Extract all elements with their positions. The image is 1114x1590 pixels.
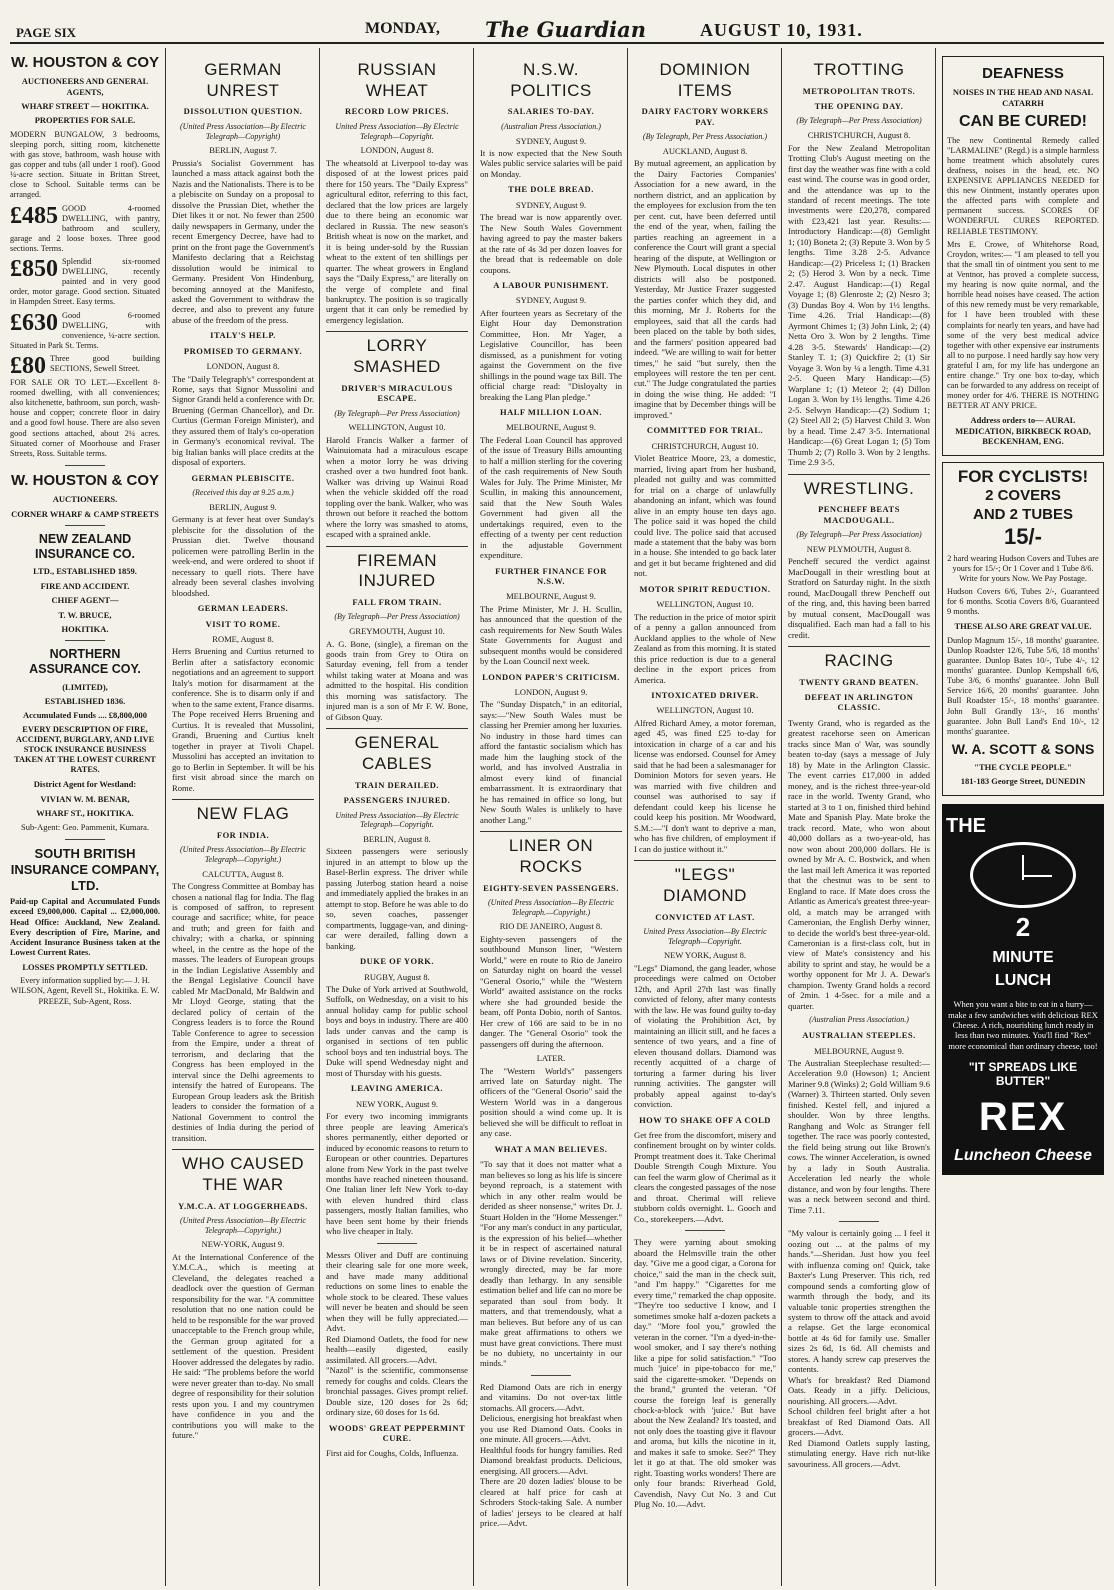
article-text: "To say that it does not matter what a man believes so long as his life is sincere beyond reproach, is a statement with which in any other realm would be derided as sheer nonsense," writes Dr. J. Stuart Holden in the "Home Messenger." "For any man's conduct in any particular, is the expression of his belief—whether it be in respect of ascertained natural laws or of Divine revelation. Sincerity, wrongly directed, may be far more deadly than lethargy. In any sensible estimation belief and life can no more be separated than soul from body. It matters, and that tremendously, what a man believes. But before any of us can make great affirmations to others we must have great convictions. There must be no dubiety, no uncertainty in our minds." (480, 1159, 622, 1369)
dateline: LATER. (536, 1053, 566, 1064)
subheading: PROMISED TO GERMANY. (183, 345, 303, 356)
ad-minute: MINUTE (992, 948, 1054, 966)
ad-title: NORTHERN ASSURANCE COY. (29, 647, 141, 677)
property-description: Splendid six-roomed DWELLING, recently painted and in very good order, motor garage. Good section. Situated in Hampden Street. Easy terms. (10, 257, 160, 307)
ad-line: AND 2 TUBES (972, 505, 1073, 523)
subheading: DISSOLUTION QUESTION. (183, 106, 303, 117)
agent-name: T. W. BRUCE, (58, 609, 112, 620)
column-divider (627, 48, 628, 1586)
dateline: MELBOURNE, August 9. (506, 591, 596, 602)
ad-subtitle: LTD., ESTABLISHED 1859. (33, 566, 137, 577)
advertisement-text: First aid for Coughs, Colds, Influenza. (326, 1448, 459, 1459)
column-world-news (326, 50, 468, 1585)
divider (65, 640, 105, 641)
article-text: Herrs Bruening and Curtius returned to Berlin after a satisfactory economic negotiations and an agreement to support Italy's motion for disarmament at the conference. She is to disarm only if and when to the same extent, France disarms. The Pope received Herrs Bruening and Curtius. It is revealed that Mussolini, Grandi, Bruening and Curtius knelt together in prayer at Tivoli Chapel. Mussolini has accepted an invitation to go to Berlin in September. It will be his first visit abroad since the march on Rome. (172, 646, 314, 793)
subheading: VISIT TO ROME. (205, 618, 281, 629)
ad-heading: District Agent for Westland: (33, 779, 137, 790)
divider (685, 1230, 725, 1231)
property-description: GOOD 4-roomed DWELLING, with pantry, bathroom and scullery, garage and 2 loose boxes. Three good sections. Terms. (10, 203, 160, 253)
article-text: A. G. Bone, (single), a fireman on the goods train from Grey to Otira on Saturday evening, fell from a tender whilst taking water at Moana and was admitted to the hospital. His condition this morning was satisfactory. The injured man is a son of Mr F. W. Bone, of Gibson Quay. (326, 638, 468, 722)
advertisement-text: "My valour is certainly going ... I feel it oozing out ... at the palms of my hands."—Sheridan. Just how you feel with influenza coming on! Quick, take Baxter's Lung Preserver. This rich, red compound sends a comforting glow of warmth through the body, and its valuable tonic properties strengthen the system to throw off the attack and avoid a relapse. Get the large economical bottle at 4s 6d for family use. Smaller sizes 2s 6d, 1s 6d. All chemists and stores. A handy screw cap preserves the contents. (788, 1228, 930, 1375)
ad-subtitle: AUCTIONEERS. (52, 494, 118, 505)
column-divider (319, 48, 320, 1586)
advertisement-text: Healthful foods for hungry families. Red Diamond breakfast products. Delicious, energising. All grocers.—Advt. (480, 1444, 622, 1476)
ad-street: CORNER WHARF & CAMP STREETS (11, 508, 159, 519)
dateline: WELLINGTON, August 10. (348, 422, 446, 433)
article-text: The bread war is now apparently over. The New South Wales Government having agreed to pay the master bakers at the rate of 4s 3d per dozen loaves for the bread that is redeemable on dole coupons. (480, 212, 622, 275)
column-advertisements-left (10, 50, 160, 1585)
ad-heading: FIRE AND ACCIDENT. (40, 580, 130, 591)
divider (377, 1243, 417, 1244)
article-text: The Federal Loan Council has approved of the issue of Treasury Bills amounting to half a million sterling for the covering of the cash requirements of New South Wales for July. The Prime Minister, Mr Scullin, in making this announcement, said that the New South Wales Government had given all the undertakings required, even to the effecting of a twenty per cent reduction in the adjustable Government expenditure. (480, 434, 622, 561)
article-text: The Duke of York arrived at Southwold, Suffolk, on Wednesday, on a visit to his annual holiday camp for public school boys and boys in industry. There are 400 lads under canvas and the camp is organised in sections of ten public school boys and ten industrial boys. The Duke will spend Wednesday night and most of Thursday with his guests. (326, 984, 468, 1078)
dateline: SYDNEY, August 9. (515, 135, 587, 146)
dateline: NEW YORK, August 8. (664, 950, 746, 961)
article-text: "Legs" Diamond, the gang leader, whose proceedings were calmed on October 12th, and April 27th last was finally convicted of felony, after many contests with the law. He was found guilty to-day of violating the Prohibition Act, by maintaining an illicit still, and he faces a sentence of two years, and a fine of eleven thousand dollars. Diamond was recently acquitted of a charge of torturing a farmer during his liver running activities. The gangster will probably appeal against to-day's conviction. (634, 962, 776, 1110)
advertisement-text: Red Diamond Oatlets, the food for new health—easily digested, easily assimilated. All grocers.—Advt. (326, 1333, 468, 1365)
ad-list: Dunlop Magnum 15/-, 18 months' guarantee. Dunlop Roadster 12/6, Tube 5/6, 18 months' guarantee. Dunlop Bates 10/-, Tube 4/-, 12 months' guarantee. Dunlop Kempshall 6/6, Tube 3/6, 6 months' guarantee. John Bull Service 16/6, 20 months' guarantee. John Bull Roadster 15/-, 18 months' guarantee. John Bull Grandly 13/-, 16 months' guarantee. John Bull Land's End 10/-, 12 months' guarantee. (947, 635, 1099, 736)
ad-body: 2 hard wearing Hudson Covers and Tubes are yours for 15/-; Or 1 Cover and 1 Tube 8/6. Write for yours Now. We Pay Postage. (947, 553, 1099, 583)
ad-body: When you want a bite to eat in a hurry—make a few sandwiches with delicious REX Cheese. A rich, nourishing lunch ready in less than two minutes. You'll find "Rex" more economical than ordinary cheese, too! (948, 999, 1098, 1051)
subheading: THE OPENING DAY. (814, 101, 904, 112)
column-divider (781, 48, 782, 1586)
subheading: FALL FROM TRAIN. (352, 597, 442, 608)
subheading: SALARIES TO-DAY. (507, 106, 595, 117)
headline: DOMINION ITEMS (659, 60, 751, 100)
advertisement-text: What's for breakfast? Red Diamond Oats. Ready in a jiffy. Delicious, nourishing. All grocers.—Advt. (788, 1374, 930, 1406)
column-divider (935, 48, 936, 1586)
wire-credit: (United Press Association—By Electric Telegraph.—Copyright.) (488, 897, 614, 917)
article-text: Prussia's Socialist Government has launched a mass attack against both the Nazis and the Nationalists. There is to be a plebiscite on Sunday on a proposal to dissolve the Prussian Diet, whether the Diet likes it or not. No fewer than 2500 daily newspapers in Germany, under the recent Emergency Decree, have had to print on the front page the Government's Manifesto declaring that a Reichstag dissolution would be inimical to Germany. President Von Hindenburg, becoming annoyed at the Manifesto, asked the Government to withdraw the decree, and also to prevent any future abuse of the freedom of the press. (172, 157, 314, 325)
divider (531, 1375, 571, 1376)
subheading: GERMAN PLEBISCITE. (191, 472, 295, 483)
article-text: Sixteen passengers were seriously injured in an attempt to blow up the Basel-Berlin express. The driver while passing Juterbog station heard a noise and immediately applied the brakes in an attempt to stop. Before he was able to do so, seven coaches, passenger compartments, luggage-van, and dining-car were derailed, falling down a banking. (326, 846, 468, 951)
ad-price: 15/- (1004, 523, 1042, 549)
ad-contact: Every information supplied by:— J. H. WILSON, Agent, Revell St., Hokitika. E. W. PREEZE, Sub-Agent, Ross. (10, 976, 160, 1006)
subheading: LEAVING AMERICA. (351, 1083, 443, 1094)
subheading: PASSENGERS INJURED. (343, 795, 451, 806)
article-text: The Congress Committee at Bombay has chosen a national flag for India. The flag is composed of saffron, to represent courage and sacrifice; white, for peace and truth; and green for faith and chivalry; with a charka, or spinning wheel, in the centre as the hope of the masses. The leaders of European groups in the Indian Legislative Assembly and the Bengal Legislative Council have cabled Mr MacDonald, Mr Baldwin and Mr Lloyd George, stating that the declared policy of certain of the Congress leaders is to force the Round Table Conference to agree to secession from the Empire, under a threat of terrorism, and declaring that the Congress has been employed in the interval since the Delhi agreements to intensify the hatred of Europeans. The European Group leaders ask the British leaders to consider the formation of a National Government to control the destinies of India during the period of transition. (172, 881, 314, 1143)
column-divider (165, 48, 166, 1586)
subheading: THE DOLE BREAD. (508, 184, 594, 195)
article-text: Violet Beatrice Moore, 23, a domestic, married, living apart from her husband, pleaded not guilty and was committed for trial on a charge of unlawfully abandoning an infant, which was found alive in an empty house ten days ago. The police said it was hoped the child could live. The police said that accused made a statement that the baby was born in a house. She intended to go back later and get it but became frightened and did not. (634, 453, 776, 579)
property-description: Good 6-roomed DWELLING, with convenience, ¼-acre section. Situated in Park St. Terms. (10, 310, 160, 350)
subheading: INTOXICATED DRIVER. (651, 690, 759, 701)
ad-shop-address: 181-183 George Street, DUNEDIN (960, 776, 1086, 787)
wire-credit: (By Telegraph—Per Press Association) (796, 530, 922, 540)
article-text: The "Western World's" passengers arrived late on Saturday night. The officers of the "General Osorio" said the Western World was in a dangerous position should a wind come up. It is believed she will be difficult to refloat in any case. (480, 1065, 622, 1139)
ad-heading: THESE ALSO ARE GREAT VALUE. (954, 621, 1092, 632)
wire-credit: (Australian Press Association.) (501, 121, 601, 131)
subheading: DEFEAT IN ARLINGTON CLASSIC. (804, 692, 914, 713)
ad-subtitle: AUCTIONEERS AND GENERAL AGENTS, (21, 76, 149, 97)
dateline: LONDON, August 8. (360, 145, 434, 156)
property-listing: FOR SALE OR TO LET.—Excellent 8-roomed dwelling, with all conveniences; also kitchenette, bathroom, sun porch, wash-house and copper; concrete floor in dairy and a good fowl house. There are also seven good sections attached, about 2¼ acres. Situated corner of Moorhouse and Fraser Streets, Ross. Suitable terms. (10, 378, 160, 458)
ad-shop: W. A. SCOTT & SONS (951, 740, 1095, 757)
dateline: WELLINGTON, August 10. (656, 599, 754, 610)
dateline: GREYMOUTH, August 10. (349, 626, 445, 637)
sub-agent: Sub-Agent: Geo. Pammenit, Kumara. (21, 822, 149, 833)
subheading: AUSTRALIAN STEEPLES. (802, 1030, 916, 1041)
ad-title: DEAFNESS (982, 65, 1064, 82)
advertisement-text: Messrs Oliver and Duff are continuing their clearing sale for one more week, and have made many additional reductions on some lines to enable the whole stock to be cleared. These values will never be beaten and should be seen when they will be fully appreciated.—Advt. (326, 1249, 468, 1334)
dateline: BERLIN, August 7. (209, 145, 277, 156)
deafness-ad (942, 56, 1104, 456)
article-text: At the International Conference of the Y.M.C.A., which is meeting at Cleveland, the delegates reached a deadlock over the question of German responsibility for the war. "A committee resolution that no one nation could be held to be responsible for the war proved unacceptable to the French group while, the German group agitated for a settlement of the question. President Hoover addressed the delegates by radio. He said: "The problems before the world were never greater than to-day. No small degree of responsibility for their solution rests upon you. I and my countrymen have confidence in you and the contributions you will make to the future." (172, 1251, 314, 1441)
article-text: The "Daily Telegraph's" correspondent at Rome, says that Signor Mussolini and Signor Grandi held a conference with Dr. Bruening (German Chancellor), and Dr. Curtius (German Foreign Minister), and they assured them of Italy's co-operation in Germany's economical revival. The big Italian banks will place credits at the disposal of exporters. (172, 373, 314, 468)
subheading: A LABOUR PUNISHMENT. (493, 280, 609, 291)
headline: NEW FLAG (172, 799, 314, 825)
ad-title: FOR CYCLISTS! (957, 466, 1089, 486)
headline: LORRY SMASHED (326, 331, 468, 377)
subheading: DAIRY FACTORY WORKERS PAY. (641, 106, 769, 127)
advertisement-text: There are 20 dozen ladies' blouse to be cleared at half price for cash at Schroders Stock-taking Sale. A number of ladies' jerseys to be cleared at half price.—Advt. (480, 1476, 622, 1529)
subheading: DUKE OF YORK. (359, 956, 435, 967)
article-text: Alfred Richard Amey, a motor foreman, aged 45, was fined £25 to-day for intoxication in charge of a car and his license was endorsed. Counsel for Amey said that he had been a salesmanager for Dominion Motors for seven years. He was married with five children and counsel was authorised to say if defendant could keep his license he could keep his position. Mr Woodward, S.M.:—"I don't want to deprive a man, who has five children, of employment if I can do justice without it." (634, 717, 776, 854)
dateline: NEW-YORK, August 9. (201, 1239, 285, 1250)
wire-credit: (By Telegraph—Per Press Association) (334, 408, 460, 418)
headline: GENERAL CABLES (326, 728, 468, 774)
ad-slogan: "IT SPREADS LIKE BUTTER" (968, 1059, 1078, 1089)
article-text: It is now expected that the New South Wales public service salaries will be paid on Monday. (480, 147, 622, 179)
headline: N.S.W. POLITICS (510, 60, 592, 100)
masthead-rule (10, 42, 1104, 44)
property-listing (10, 204, 160, 255)
dateline: BERLIN, August 9. (209, 501, 277, 512)
headline: WRESTLING. (788, 474, 930, 500)
subheading: ITALY'S HELP. (210, 330, 276, 341)
ad-two: 2 (1015, 912, 1031, 943)
headline: GERMAN UNREST (204, 60, 282, 100)
column-german-news (172, 50, 314, 1585)
subheading: TWENTY GRAND BEATEN. (799, 676, 919, 687)
article-text: The wheatsold at Liverpool to-day was disposed of at the lowest prices paid there for 150 years. The "Daily Express" agricultural editor, referring to this fact, declared that the low prices are largely due to there being an economic war declared in Russia. The new season's British wheat is now on the market, and it is being under-sold by the Russian wheat to the extent of ten shillings per quarter. The wheat growers in England says the "Daily Express," are literally on the verge of complete and final bankruptcy. The position is so tragically urgent that it can only be remedied by emergency legislation. (326, 157, 468, 325)
headline: RACING (788, 646, 930, 672)
dateline: RUGBY, August 8. (364, 971, 430, 982)
subheading: WOODS' GREAT PEPPERMINT CURE. (328, 1422, 466, 1443)
ad-title: W. HOUSTON & COY (10, 471, 160, 489)
ad-funds: Accumulated Funds .... £8,800,000 (23, 710, 147, 721)
ad-body: EVERY DESCRIPTION OF FIRE, ACCIDENT, BURGLARY, AND LIVE STOCK INSURANCE BUSINESS TAKEN AT THE LOWEST CURRENT RATES. (14, 724, 156, 775)
wire-credit: (Received this day at 9.25 a.m.) (192, 488, 294, 498)
dateline: CHRISTCHURCH, August 10. (651, 440, 759, 451)
column-divider (473, 48, 474, 1586)
property-price: £630 (10, 309, 58, 336)
column-sport (788, 50, 930, 1585)
column-dominion-items (634, 50, 776, 1585)
headline: "LEGS" DIAMOND (634, 860, 776, 906)
subheading: LONDON PAPER'S CRITICISM. (482, 671, 620, 682)
agent-address: WHARF ST., HOKITIKA. (36, 808, 134, 819)
subheading: CONVICTED AT LAST. (655, 911, 755, 922)
subheading: MOTOR SPIRIT REDUCTION. (639, 583, 771, 594)
ad-shop-tagline: "THE CYCLE PEOPLE." (974, 761, 1072, 772)
subheading: COMMITTED FOR TRIAL. (646, 425, 764, 436)
ad-body: The new Continental Remedy called "LARMALINE" (Regd.) is a simple harmless home treatment which absolutely cures deafness, noises in the head, etc. NO EXPENSIVE APPLIANCES NEEDED for this new Ointment, instantly operates upon the affected parts with complete and permanent success. SCORES OF WONDERFUL CURES REPORTED. RELIABLE TESTIMONY. (947, 135, 1099, 236)
column-advertisements-right (942, 50, 1104, 1585)
article-text: The reduction in the price of motor spirit of a penny a gallon announced from Auckland applies to the whole of New Zealand as from this morning. It is stated this price reduction is due to a general decline in the export prices from America. (634, 611, 776, 685)
divider (65, 839, 105, 840)
property-listing (10, 353, 160, 380)
dateline: MELBOURNE, August 9. (506, 422, 596, 433)
subheading: HALF MILLION LOAN. (500, 407, 602, 418)
dateline: NEW PLYMOUTH, August 8. (806, 543, 912, 554)
ad-heading: PROPERTIES FOR SALE. (34, 115, 136, 126)
divider (65, 525, 105, 526)
article-text: For the New Zealand Metropolitan Trotting Club's August meeting on the first day the weather was fine with a cold east wind. The course was in good order, and the attendance was up to the standard of recent meetings. The tote investments were £20,278, compared with £23,421 last year. Results:— Introductory Handicap:—(8) Gemlight 1; (10) Boneta 2; (3) Repute 3. Won by 5 lengths. Time 3.28 2-5. Advance Handicap:—(2) Priceless 1; (1) Bracken 2; (5) Herod 3. Won by a neck. Time 2.47. August Handicap:—(1) Regal Voyage 1; (8) Glenroste 2; (2) Nesro 3; (3) Dundas Boy 4. Won by 1½ lengths. Time 4.26. Trial Handicap:—(8) Ayrmont Chimes 1; (3) John Link, 2; (4) Netta Oro 3. Won by 2 lengths. Time 4.28 3-5. Stewards' Handicap:—(2) Stanley T. 1; (3) Quickfire 2; (1) Sir Voyage 3. Won by ¼ a length. Time 4.31 2-5. Queen Mary Handicap:—(5) Warplane 1; (1) Meteor 2; (4) Dillon Logan 3. Won by 1½ lengths. Time 4.26 2-5. Selwyn Handicap:—(2) Sodium 1; (2) Steel All 2; (5) Harvest Child 3. Won by a head. Time 2.47 3-5. International Handicap:—(6) Great Logan 1; (5) Tom Thumb 2; (7) Rollo 3. Won by 2 lengths. Time 2.9 3-5. (788, 142, 930, 468)
ad-testimony: Mrs E. Crowe, of Whitehorse Road, Croydon, writes:— "I am pleased to tell you that the small tin of ointment you sent to me at Ventnor, has proved a complete success, my hearing is now quite normal, and the horrible head noises have ceased. The action of this new remedy must be very remarkable, for I have been troubled with these complaints for nearly ten years, and have had some of the very best medical advice together with other expensive ear instruments all to no purpose. I need hardly say how very grateful I am, for my life has undergone an entire change." Try one box to-day, which can be forwarded to any address on receipt of money order for 4/6. THERE IS NOTHING BETTER AT ANY PRICE. (947, 239, 1099, 411)
ad-title: NEW ZEALAND INSURANCE CO. (34, 531, 135, 562)
property-price: £485 (10, 202, 58, 229)
subheading: EIGHTY-SEVEN PASSENGERS. (483, 882, 619, 893)
ad-line: 2 COVERS (985, 487, 1061, 505)
wire-credit: (United Press Association—By Electric Telegraph—Copyright) (180, 121, 306, 141)
ad-heading: LOSSES PROMPTLY SETTLED. (22, 962, 148, 973)
headline: LINER ON ROCKS (480, 831, 622, 877)
dateline: BERLIN, August 8. (363, 834, 431, 845)
dateline: AUCKLAND, August 8. (662, 145, 748, 156)
article-text: Twenty Grand, who is regarded as the greatest racehorse seen on American tracks since Man o' War, was soundly beaten to-day (says a message of July 18) by Mate in the Arlington Classic. The event carries £17,000 in added money, and is the richest three-year-old race in the world. Twenty Grand, who started at 3 to 1 on, finished third behind Mate and Spanish Play. Mate broke the track record. Mate, who won about 40,000 dollars as a two-year-old, has now won about 200,000 dollars. He is owned by Mr A. C. Bostwick, and when the last mail left America it was reported that the chestnut was to be sent to England to race. If Mate does cross the Atlantic as America's greatest three-year-old, a match may be arranged with Cameronian, the English Derby winner, to decide the world's best three-year-old. Cameronian is a first-class colt, but in view of Mate's consistency and his ability to sprint and stay, he would be a worthy opponent for Mr J. A. Dewar's champion. Twenty Grand holds a record of 2min. 1 4-5sec. for a mile and a quarter. (788, 717, 930, 1011)
agent-place: HOKITIKA. (61, 623, 109, 634)
wire-credit: (United Press Association—By Electric Telegraph—Copyright.) (180, 845, 306, 864)
article-text: Pencheff secured the verdict against MacDougall in their wrestling bout at Stratford on Saturday night. In the sixth round, MacDougall threw Pencheff out of the ring, and, this having been barred by mutual consent, MacDougall was disqualified. Each man had a fall to his credit. (788, 556, 930, 640)
article-text: Germany is at fever heat over Sunday's plebiscite for the dissolution of the Prussian diet. Twelve thousand policemen were patrolling Berlin in the week-end, and were ordered to shoot if necessary to quell riots. There have already been several clashes involving bloodshed. (172, 514, 314, 598)
ad-headline: CAN BE CURED! (959, 113, 1087, 131)
article-text: The Australian Steeplechase resulted:—Acceleration 9.0 (Howson) 1; Ancient Mariner 9.8 (Winks) 2; Gold William 9.6 (Warner) 3. Thirteen started. Only seven finished. Kestel fell, and injured a shoulder. Won by three lengths. Ranghang and Wolc as Stranger fell together. The race was poorly contested, the field being strung out like Brown's cows. The winner Acceleration, is owned by a lady in South Australia. Acceleration led nearly the whole distance, and won by four lengths. There was a neck between second and third. Time 7.11. (788, 1057, 930, 1215)
advertisement-text: School children feel bright after a hot breakfast of Red Diamond Oats. All grocers.—Advt. (788, 1406, 930, 1438)
subheading: TRAIN DERAILED. (354, 779, 439, 790)
dateline: RIO DE JANEIRO, August 8. (499, 921, 603, 932)
article-text: The "Sunday Dispatch," in an editorial, says:—"New South Wales must be classing her Premier among her luxuries. No industry in those hard times can afford the fantastic socialism which has made him the laughing stock of the world, and has involved Australia in almost every kind of financial embarrassment. It is extraordinary that he has remained in office so long, but New South Wales is unlikely to have another Lang." (480, 699, 622, 825)
ad-title: SOUTH BRITISH INSURANCE COMPANY, LTD. (10, 845, 160, 893)
wire-credit: (Australian Press Association.) (809, 1015, 909, 1025)
clock-icon (970, 842, 1076, 908)
wire-credit: United Press Association—By Electric Telegraph—Copyright. (335, 810, 459, 830)
article-text: Eighty-seven passengers of the southbound Munson liner, "Western World," were en route to Rio de Janeiro on Saturday night on board the vessel "General Osorio," while the "Western World" awaited assistance on the rocks where she had grounded beside the beam, off Ponta Dobio, north of Santos. Her crew of 166 are said to be in no danger. The "General Osorio" took the passengers off during the afternoon. (480, 933, 622, 1049)
rex-cheese-ad (942, 804, 1104, 1176)
wire-credit: (United Press Association—By Electric Telegraph—Copyright.) (180, 1215, 306, 1235)
page-number: PAGE SIX (16, 25, 77, 40)
dateline: WELLINGTON, August 10. (656, 705, 754, 716)
property-price: £850 (10, 256, 58, 283)
wire-credit: United Press Association—By Electric Telegraph—Copyright. (335, 121, 459, 141)
dateline: CHRISTCHURCH, August 8. (807, 130, 911, 141)
clock-hand (1022, 875, 1052, 877)
dateline: LONDON, August 9. (514, 686, 588, 697)
wire-credit: (By Telegraph—Per Press Association) (796, 116, 922, 126)
headline: TROTTING (813, 60, 905, 79)
advertisement-text: Red Diamond Oatlets supply lasting, stimulating energy. Have rich nut-like savouriness. All grocers.—Advt. (788, 1437, 930, 1469)
ad-product: Luncheon Cheese (954, 1146, 1092, 1164)
ad-street: WHARF STREET — HOKITIKA. (21, 101, 149, 112)
article-text: After fourteen years as Secretary of the Eight Hour day Demonstration Committee, Hon. Mr Yager, a Legislative Councillor, has been dismissed, as a punishment for voting against the Government on the five shillings in the pound wage tax Bill. The official charge read: "Disloyalty in breaking the Lang Plan pledge." (480, 307, 622, 402)
property-listing (10, 311, 160, 351)
property-price: £80 (10, 353, 46, 380)
headline: RUSSIAN WHEAT (357, 60, 437, 100)
subheading: METROPOLITAN TROTS. (802, 85, 916, 96)
divider (65, 465, 105, 466)
ad-body: Hudson Covers 6/6, Tubes 2/-, Guaranteed for 6 months. Scotia Covers 8/6, Guaranteed 9 months. (947, 587, 1099, 617)
article-text: By mutual agreement, an application by the Dairy Factories Companies' Association for a new award, in the northern district, and an application by the employees for exclusion from the ten per cent. cut, have been deferred until the end of the year, when, failing the parties reaching an agreement in a conference the Court will grant a special hearing of the dispute, at Wellington or New Plymouth. Local disputes in other districts will also be postponed. Yesterday, Mr Justice Frazer suggested the parties confer which they did, and this morning, Mr J. Roberts for the employees, said that all the cards had been placed on the table by both sides, and the farmers' position appeared bad indeed. "We are willing to wait for better times," he said "but surely, then the employees will restore the ten per cent. cut." The Judge congratulated the parties in doing the wise thing. He added: "I imagine that by December things will be improved." (634, 158, 776, 420)
article-text: Harold Francis Walker a farmer of Wainuiomata had a miraculous escape when a motor lorry he was driving crashed over a two hundred foot bank. Walker was driving up Wainui Road when the vehicle skidded off the road toppling over the bank. Walker, who was thrown out before it reached the bottom where the lorry was smashed to atoms, escaped with a sprained ankle. (326, 434, 468, 540)
property-listing (10, 257, 160, 308)
ad-address: Address orders to— AURAL MEDICATION, BIRKBECK ROAD, BECKENHAM, ENG. (955, 415, 1091, 447)
subheading: FURTHER FINANCE FOR N.S.W. (495, 565, 607, 586)
subheading: HOW TO SHAKE OFF A COLD (639, 1114, 771, 1125)
headline: FIREMAN INJURED (326, 546, 468, 592)
subheading: GERMAN LEADERS. (197, 603, 289, 614)
headline: WHO CAUSED THE WAR (172, 1149, 314, 1195)
property-description: Three good building SECTIONS, Sewell Street. (50, 354, 160, 374)
ad-subtitle: ESTABLISHED 1836. (44, 696, 126, 707)
advertisement-text: Red Diamond Oats are rich in energy and vitamins. Do not over-tax little stomachs. All grocers.—Advt. (480, 1381, 622, 1413)
dateline: NEW YORK, August 9. (356, 1098, 438, 1109)
subheading: FOR INDIA. (216, 829, 270, 840)
dateline: SYDNEY, August 9. (515, 295, 587, 306)
rex-logo: REX (978, 1094, 1068, 1139)
dateline: SYDNEY, August 9. (515, 199, 587, 210)
article-text: For every two incoming immigrants three people are leaving America's shores permanently, either deported or induced by economic reasons to return to European or other countries. Departures alone from New York in the past twelve months have reached nineteen thousand. One Italian liner left New York to-day with eleven hundred third class passengers, mostly Italian families, who have been sent home by their friends who live cheaper in Italy. (326, 1111, 468, 1237)
dateline: CALCUTTA, August 8. (202, 868, 284, 879)
dateline: ROME, August 8. (212, 633, 274, 644)
wire-credit: United Press Association—By Electric Telegraph—Copyright. (643, 926, 767, 946)
masthead (0, 0, 1114, 42)
ad-lunch: LUNCH (995, 972, 1051, 990)
newspaper-title: The Guardian (485, 17, 646, 42)
subheading: WHAT A MAN BELIEVES. (494, 1143, 608, 1154)
advertisement-text: "Nazol" is the scientific, commonsense remedy for coughs and colds. Clears the bronchial passages. Gives prompt relief. Double size, 120 doses for 2s 6d; ordinary size, 60 doses for 1s 6d. (326, 1365, 468, 1418)
advertisement-text: Delicious, energising hot breakfast when you use Red Diamond Oats. Cooks in one minute. All grocers.—Advt. (480, 1413, 622, 1445)
property-listing: MODERN BUNGALOW, 3 bedrooms, sleeping porch, sitting room, kitchenette with gas stove, bathroom, wash house with gas copper and tubs (all under 1 roof). Good ¼-acre section. Situate in Brittan Street, close to School. Suitable terms can be arranged. (10, 129, 160, 200)
divider (839, 1221, 879, 1222)
wire-credit: (By Telegraph, Per Press Association.) (642, 132, 768, 142)
dateline: LONDON, August 8. (206, 361, 280, 372)
subheading: Y.M.C.A. AT LOGGERHEADS. (178, 1200, 308, 1211)
agent-name: VIVIAN W. M. BENAR, (40, 793, 130, 804)
advertisement-text: Get free from the discomfort, misery and confinement brought on by winter colds. Prompt treatment does it. Take Cherimal Double Strength Cough Mixture. You can feel the warm glow of Cherimal as it clears the congested passages of the nose and throat. Cherimal will relieve stubborn colds overnight. L. Gooch and Co., storekeepers.—Advt. (634, 1129, 776, 1224)
advertisement-text: They were yarning about smoking aboard the Helmsville train the other day. "Give me a good cigar, a Corona for choice," said the man in the check suit, "and I'm happy." "Cigarettes for me every time," remarked the chap opposite. "They're too seductive I know, and I sometimes smoke half a-dozen packets a day." "More fool you," growled the veteran in the corner. "I'm a dyed-in-the-wool smoker, and I say there's nothing like a pipe for solid satisfaction." "Too much 'juice' in pipe-tobacco for me," said the cigarette-smoker. "Depends on the brand," grunted the veteran. "Of course the foreign leaf is generally chock-a-block with 'juice.' But have about the New Zealand? It's toasted, and not only does the toasting give it flavour and aroma, but kills the nicotine in it, and makes it safe to smoke. See?" They let it go at that. The old smoker was right. Toasting works wonders! There are only four brands: Riverhead Gold, Cavendish, Navy Cut No. 3 and Cut Plug No. 10.—Advt. (634, 1237, 776, 1510)
masthead-day: MONDAY, (365, 20, 440, 37)
article-text: The Prime Minister, Mr J. H. Scullin, has announced that the question of the cash requirements for New South Wales State Governments for August and subsequent months would be considered by the Loan Council next week. (480, 603, 622, 667)
column-nsw-politics (480, 50, 622, 1585)
ad-subtitle: (LIMITED), (62, 681, 108, 692)
ad-title: W. HOUSTON & COY (10, 54, 160, 71)
masthead-date: AUGUST 10, 1931. (700, 20, 863, 40)
ad-heading: CHIEF AGENT— (51, 595, 119, 606)
ad-subtitle: NOISES IN THE HEAD AND NASAL CATARRH (952, 87, 1094, 108)
subheading: RECORD LOW PRICES. (344, 106, 449, 117)
cyclists-ad (942, 462, 1104, 796)
subheading: DRIVER'S MIRACULOUS ESCAPE. (341, 382, 453, 404)
subheading: PENCHEFF BEATS MACDOUGALL. (818, 504, 900, 525)
ad-body: Paid-up Capital and Accumulated Funds exceed £9,000,000. Capital ... £2,000,000. Head Office: Auckland, New Zealand. Every description of Fire, Marine, and Accident Insurance Business taken at the Lowest Current Rates. (10, 897, 160, 957)
ad-the: THE (946, 814, 986, 837)
dateline: MELBOURNE, August 9. (814, 1045, 904, 1056)
wire-credit: (By Telegraph—Per Press Association) (334, 612, 460, 622)
